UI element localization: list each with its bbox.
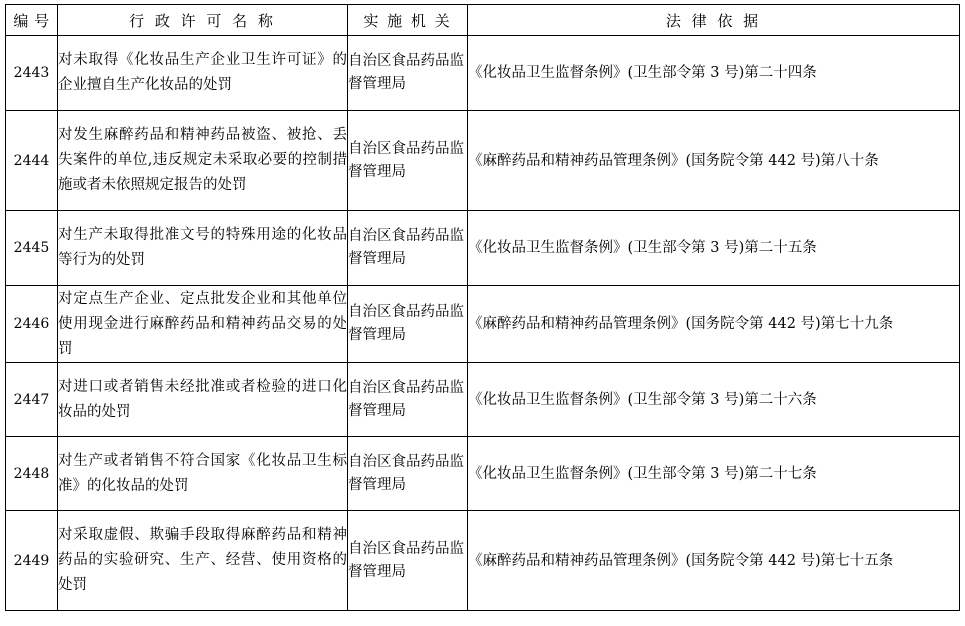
cell-no: 2445	[6, 211, 58, 286]
cell-organization: 自治区食品药品监督管理局	[348, 363, 468, 437]
cell-no: 2446	[6, 286, 58, 363]
cell-organization: 自治区食品药品监督管理局	[348, 511, 468, 611]
cell-legal-basis: 《麻醉药品和精神药品管理条例》(国务院令第 442 号)第七十九条	[468, 286, 960, 363]
table-row	[6, 363, 960, 437]
cell-legal-basis: 《化妆品卫生监督条例》(卫生部令第 3 号)第二十五条	[468, 211, 960, 286]
cell-legal-basis: 《化妆品卫生监督条例》(卫生部令第 3 号)第二十四条	[468, 36, 960, 111]
cell-organization: 自治区食品药品监督管理局	[348, 36, 468, 111]
cell-permit-name: 对定点生产企业、定点批发企业和其他单位使用现金进行麻醉药品和精神药品交易的处罚	[58, 286, 348, 363]
table-row	[6, 36, 960, 111]
cell-permit-name: 对采取虚假、欺骗手段取得麻醉药品和精神药品的实验研究、生产、经营、使用资格的处罚	[58, 511, 348, 611]
administrative-permit-table	[5, 4, 960, 611]
column-header-law: 法 律 依 据	[468, 5, 960, 36]
cell-legal-basis: 《化妆品卫生监督条例》(卫生部令第 3 号)第二十七条	[468, 437, 960, 511]
table-header-row	[6, 5, 960, 36]
cell-organization: 自治区食品药品监督管理局	[348, 437, 468, 511]
cell-permit-name: 对发生麻醉药品和精神药品被盗、被抢、丢失案件的单位,违反规定未采取必要的控制措施或者未依照规定报告的处罚	[58, 111, 348, 211]
cell-no: 2449	[6, 511, 58, 611]
table-row	[6, 111, 960, 211]
cell-no: 2443	[6, 36, 58, 111]
cell-organization: 自治区食品药品监督管理局	[348, 286, 468, 363]
cell-no: 2447	[6, 363, 58, 437]
table-row	[6, 437, 960, 511]
table-header	[6, 5, 960, 36]
document-page	[0, 4, 965, 626]
cell-organization: 自治区食品药品监督管理局	[348, 111, 468, 211]
table-body	[6, 36, 960, 611]
cell-permit-name: 对生产未取得批准文号的特殊用途的化妆品等行为的处罚	[58, 211, 348, 286]
cell-legal-basis: 《麻醉药品和精神药品管理条例》(国务院令第 442 号)第七十五条	[468, 511, 960, 611]
column-header-no: 编 号	[6, 5, 58, 36]
cell-legal-basis: 《化妆品卫生监督条例》(卫生部令第 3 号)第二十六条	[468, 363, 960, 437]
cell-legal-basis: 《麻醉药品和精神药品管理条例》(国务院令第 442 号)第八十条	[468, 111, 960, 211]
cell-organization: 自治区食品药品监督管理局	[348, 211, 468, 286]
table-row	[6, 211, 960, 286]
cell-permit-name: 对进口或者销售未经批准或者检验的进口化妆品的处罚	[58, 363, 348, 437]
table-row	[6, 511, 960, 611]
cell-no: 2444	[6, 111, 58, 211]
cell-permit-name: 对未取得《化妆品生产企业卫生许可证》的企业擅自生产化妆品的处罚	[58, 36, 348, 111]
column-header-org: 实 施 机 关	[348, 5, 468, 36]
cell-no: 2448	[6, 437, 58, 511]
cell-permit-name: 对生产或者销售不符合国家《化妆品卫生标准》的化妆品的处罚	[58, 437, 348, 511]
table-row	[6, 286, 960, 363]
column-header-name: 行 政 许 可 名 称	[58, 5, 348, 36]
